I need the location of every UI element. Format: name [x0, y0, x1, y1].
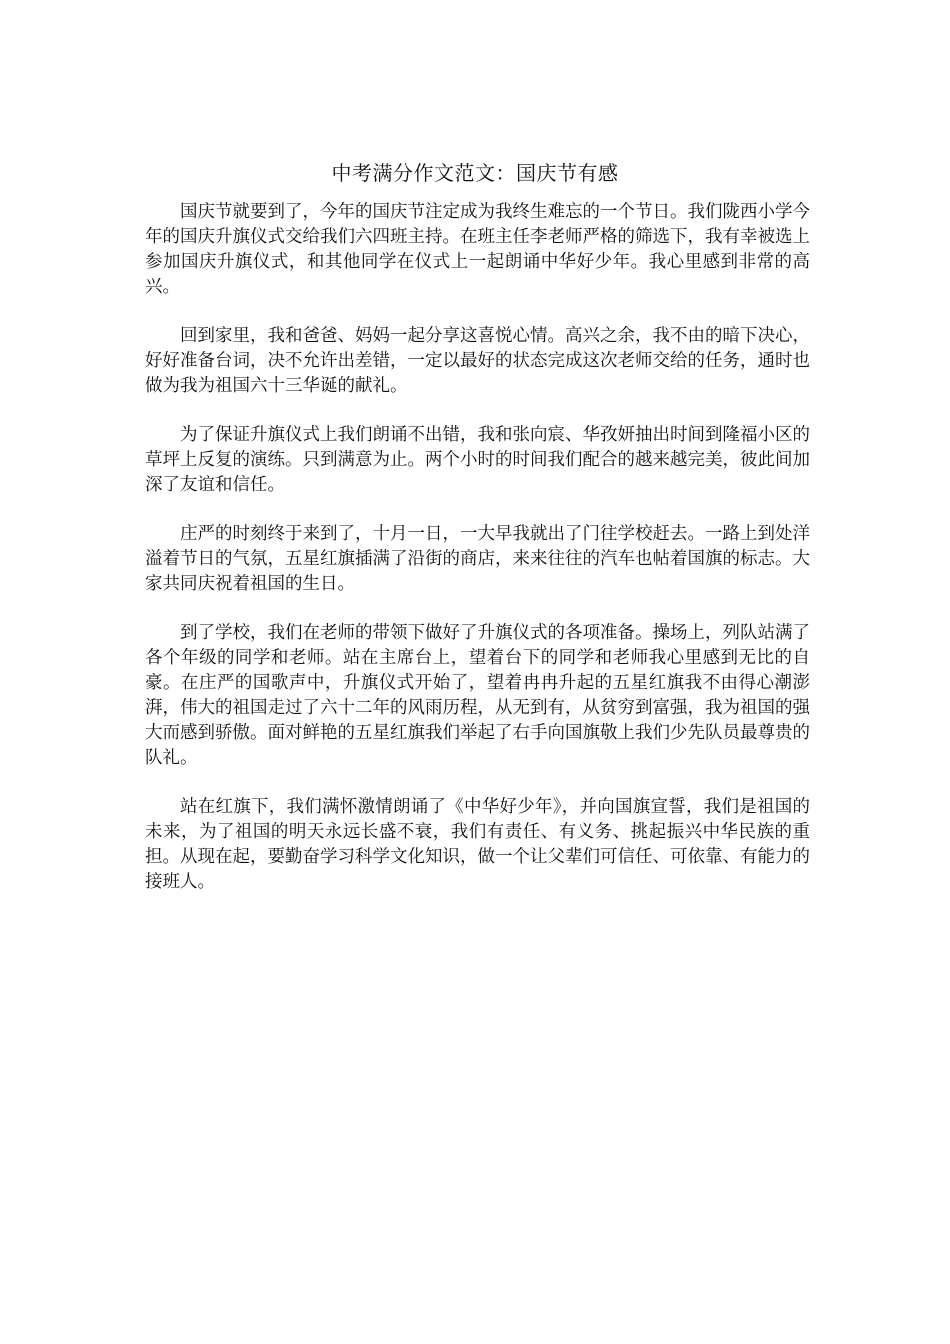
paragraph-6: 站在红旗下，我们满怀激情朗诵了《中华好少年》，并向国旗宣誓，我们是祖国的未来，为了祖国的明天永远长盛不衰，我们有责任、有义务、挑起振兴中华民族的重担。从现在起，要勤奋学习科学文化知识，做一个让父辈们可信任、可依靠、有能力的接班人。 — [145, 797, 810, 892]
paragraph-1: 国庆节就要到了，今年的国庆节注定成为我终生难忘的一个节日。我们陇西小学今年的国庆升旗仪式交给我们六四班主持。在班主任李老师严格的筛选下，我有幸被选上参加国庆升旗仪式，和其他同学在仪式上一起朗诵中华好少年。我心里感到非常的高兴。 — [145, 202, 810, 297]
paragraph-2: 回到家里，我和爸爸、妈妈一起分享这喜悦心情。高兴之余，我不由的暗下决心，好好准备台词，决不允许出差错，一定以最好的状态完成这次老师交给的任务，通时也做为我为祖国六十三华诞的献礼。 — [145, 326, 810, 396]
paragraph-3: 为了保证升旗仪式上我们朗诵不出错，我和张向宸、华孜妍抽出时间到隆福小区的草坪上反复的演练。只到满意为止。两个小时的时间我们配合的越来越完美，彼此间加深了友谊和信任。 — [145, 425, 810, 495]
paragraph-5: 到了学校，我们在老师的带领下做好了升旗仪式的各项准备。操场上，列队站满了各个年级的同学和老师。站在主席台上，望着台下的同学和老师我心里感到无比的自豪。在庄严的国歌声中，升旗仪式开始了，望着冉冉升起的五星红旗我不由得心潮澎湃，伟大的祖国走过了六十二年的风雨历程，从无到有，从贫穷到富强，我为祖国的强大而感到骄傲。面对鲜艳的五星红旗我们举起了右手向国旗敬上我们少先队员最尊贵的队礼。 — [145, 623, 810, 768]
essay-body — [145, 200, 810, 919]
paragraph-4: 庄严的时刻终于来到了，十月一日，一大早我就出了门往学校赶去。一路上到处洋溢着节日的气氛，五星红旗插满了沿街的商店，来来往往的汽车也帖着国旗的标志。大家共同庆祝着祖国的生日。 — [145, 524, 810, 594]
essay-title: 中考满分作文范文：国庆节有感 — [331, 161, 619, 185]
